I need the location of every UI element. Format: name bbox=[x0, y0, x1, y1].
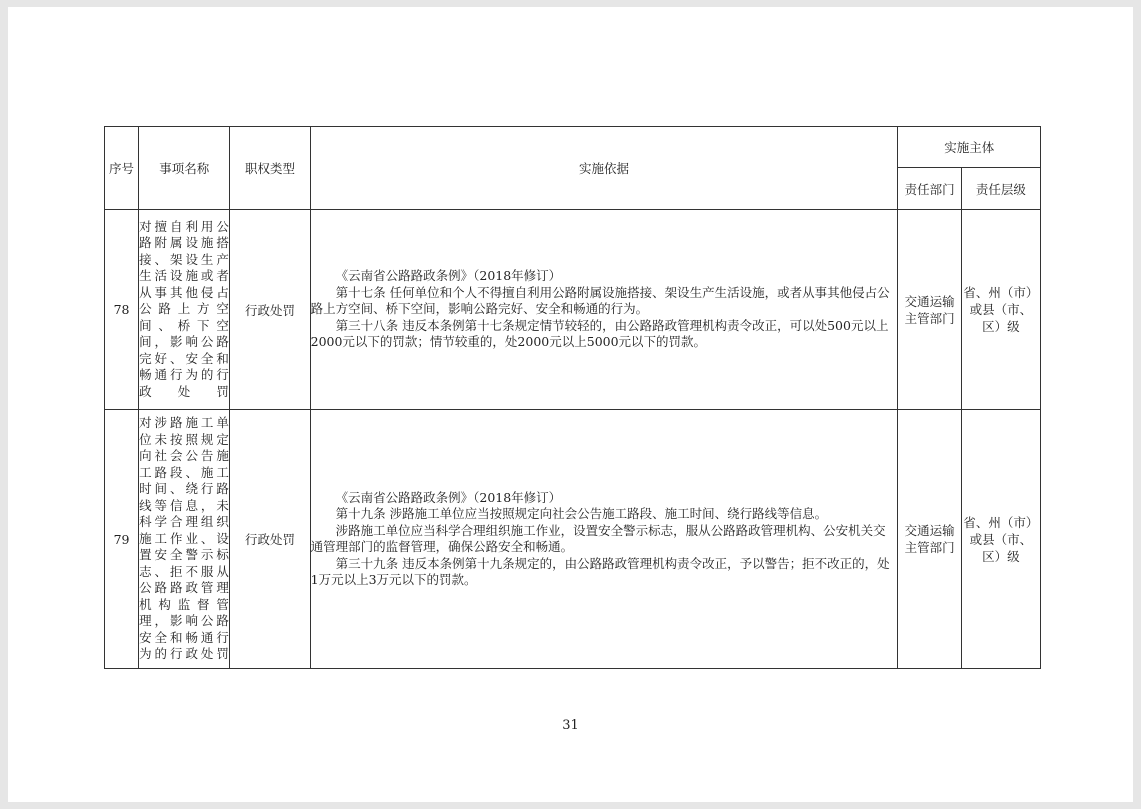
header-dept: 责任部门 bbox=[898, 168, 961, 210]
administrative-penalty-table bbox=[104, 126, 1041, 669]
header-name: 事项名称 bbox=[139, 127, 230, 210]
basis-line: 第十七条 任何单位和个人不得擅自利用公路附属设施搭接、架设生产生活设施，或者从事其他侵占公路上方空间、桥下空间，影响公路完好、安全和畅通的行为。 bbox=[310, 284, 890, 317]
basis-line: 第三十八条 违反本条例第十七条规定情节较轻的，由公路路政管理机构责令改正，可以处500元以上2000元以下的罚款；情节较重的，处2000元以上5000元以下的罚款。 bbox=[310, 317, 889, 350]
header-basis: 实施依据 bbox=[310, 127, 898, 210]
row-basis bbox=[310, 410, 898, 669]
basis-line: 涉路施工单位应当科学合理组织施工作业，设置安全警示标志，服从公路路政管理机构、公安机关交通管理部门的监督管理，确保公路安全和畅通。 bbox=[310, 522, 886, 554]
row-authority-type: 行政处罚 bbox=[230, 410, 310, 669]
basis-line: 第三十九条 违反本条例第十九条规定的，由公路路政管理机构责令改正，予以警告；拒不改正的，处1万元以上3万元以下的罚款。 bbox=[310, 555, 890, 587]
basis-line: 《云南省公路路政条例》（2018年修订） bbox=[335, 268, 562, 284]
header-type: 职权类型 bbox=[230, 127, 310, 210]
page-number: 31 bbox=[562, 718, 579, 733]
row-item-name: 对擅自利用公路附属设施搭接、架设生产生活设施或者从事其他侵占公路上方空间、桥下空间，影响公路完好、安全和畅通行为的行政处罚 bbox=[139, 210, 230, 410]
basis-line: 第十九条 涉路施工单位应当按照规定向社会公告施工路段、施工时间、绕行路线等信息。 bbox=[335, 506, 828, 521]
table-row bbox=[105, 410, 1041, 669]
row-level: 省、州（市）或县（市、区）级 bbox=[961, 210, 1040, 410]
row-seq: 78 bbox=[105, 210, 139, 410]
header-subject: 实施主体 bbox=[898, 127, 1041, 168]
header-level: 责任层级 bbox=[961, 168, 1040, 210]
row-level: 省、州（市）或县（市、区）级 bbox=[961, 410, 1040, 669]
row-seq: 79 bbox=[105, 410, 139, 669]
basis-line: 《云南省公路路政条例》（2018年修订） bbox=[335, 489, 562, 505]
document-page bbox=[8, 7, 1133, 802]
row-dept: 交通运输主管部门 bbox=[898, 410, 961, 669]
table-row bbox=[105, 210, 1041, 410]
row-dept: 交通运输主管部门 bbox=[898, 210, 961, 410]
row-basis bbox=[310, 210, 898, 410]
header-seq: 序号 bbox=[105, 127, 139, 210]
row-item-name: 对涉路施工单位未按照规定向社会公告施工路段、施工时间、绕行路线等信息，未科学合理组织施工作业、设置安全警示标志、拒不服从公路路政管理机构监督管理，影响公路安全和畅通行为的行政处罚 bbox=[139, 410, 230, 669]
row-authority-type: 行政处罚 bbox=[230, 210, 310, 410]
